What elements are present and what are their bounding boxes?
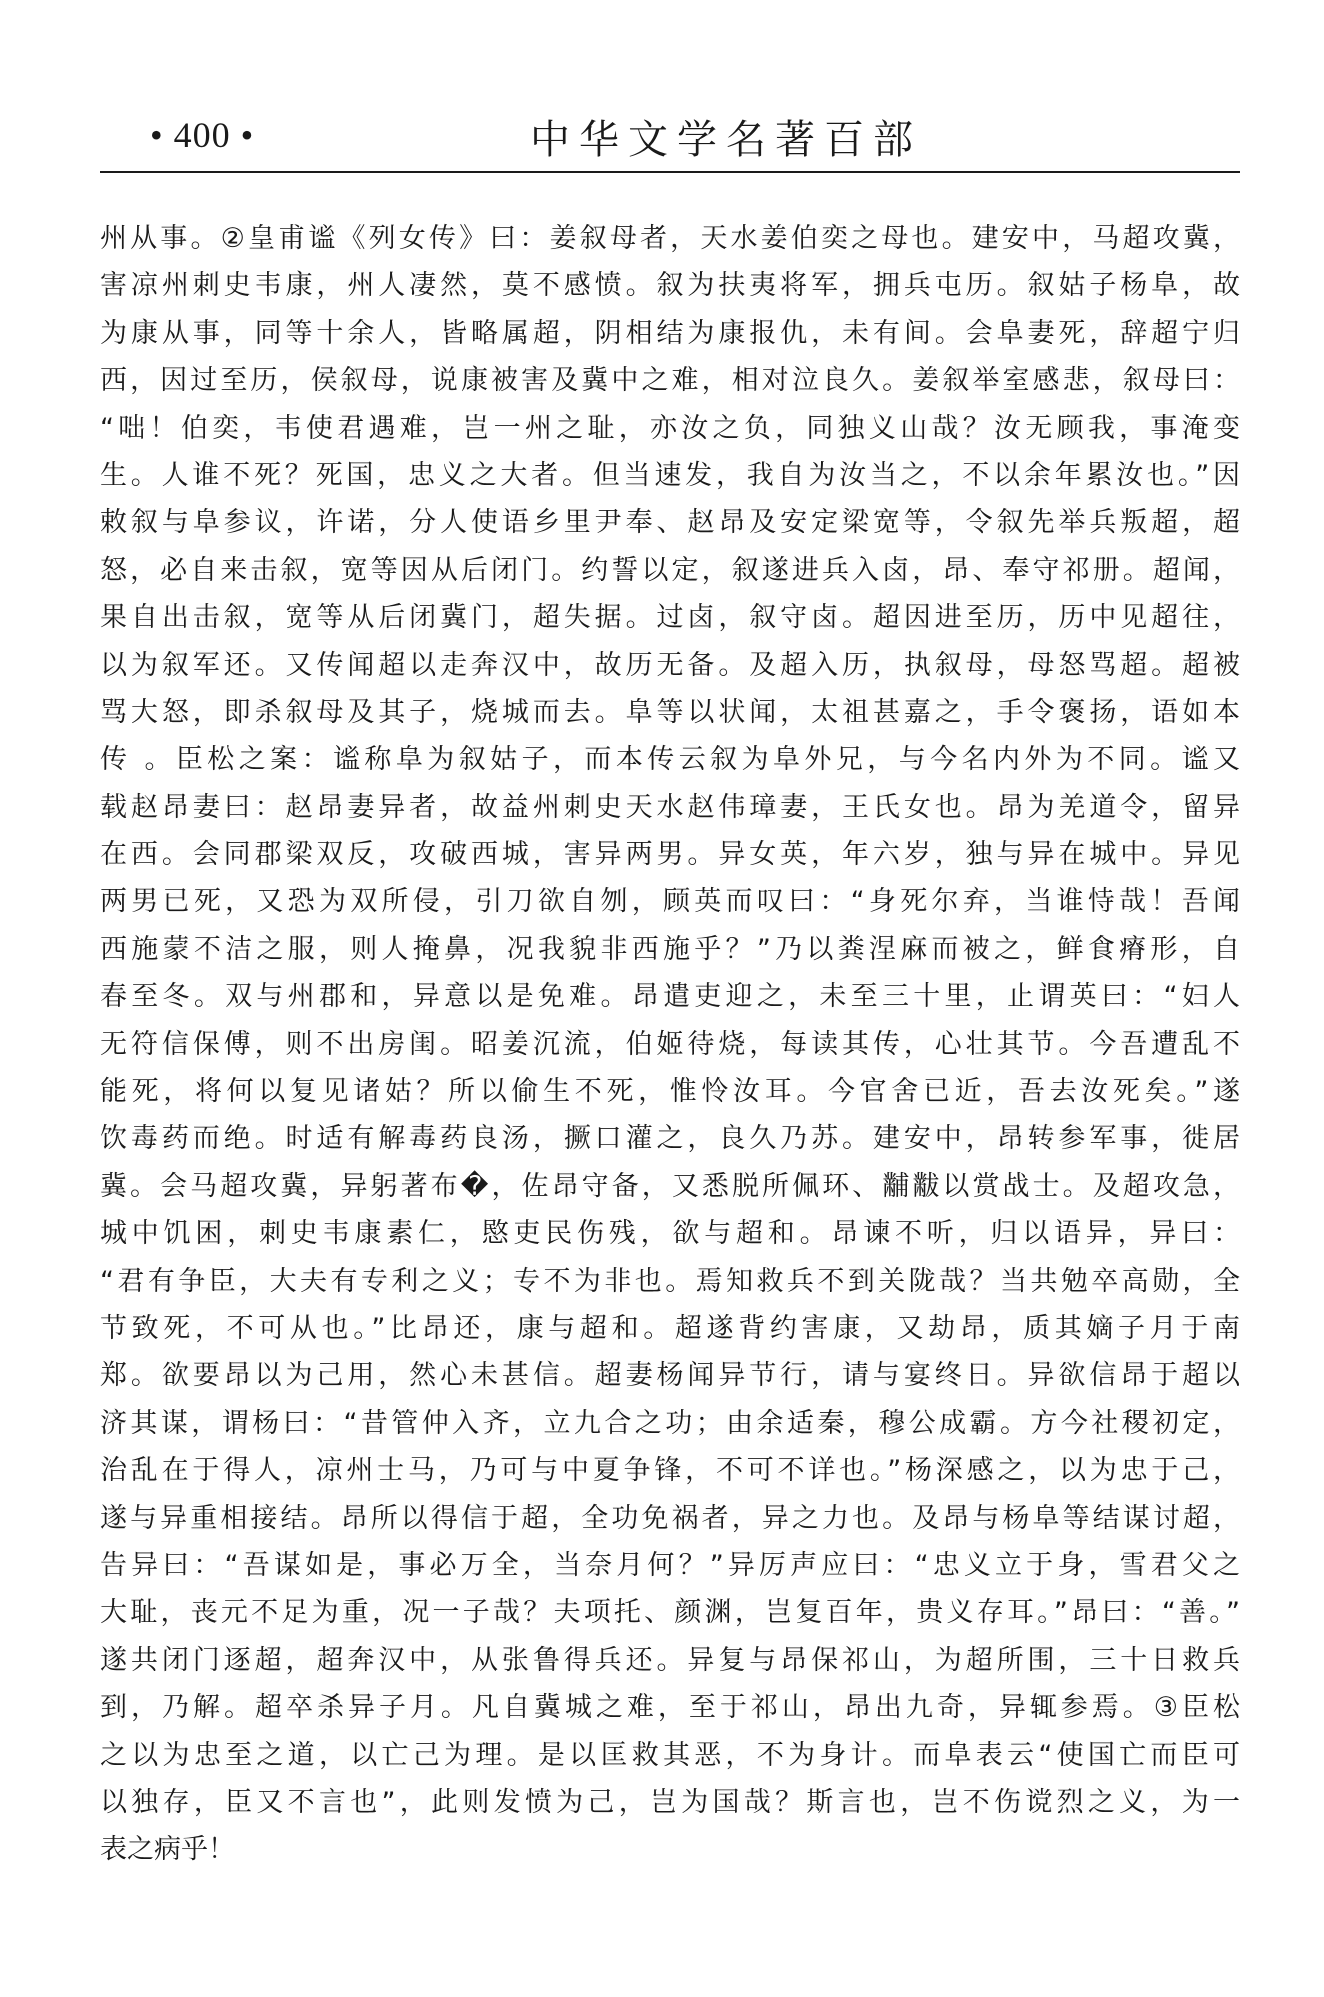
text-line: 西施蒙不洁之服，则人掩鼻，况我貌非西施乎？”乃以粪涅麻而被之，鲜食瘠形，自 [100, 933, 1240, 965]
text-line: 大耻，丧元不足为重，况一子哉？夫项托、颜渊，岂复百年，贵义存耳。”昂曰：“善。” [100, 1597, 1240, 1629]
text-line: 生。人谁不死？死国，忠义之大者。但当速发，我自为汝当之，不以余年累汝也。”因 [100, 459, 1240, 491]
text-line: 郑。欲要昂以为己用，然心未甚信。超妻杨闻异节行，请与宴终日。异欲信昂于超以 [100, 1360, 1240, 1392]
text-line: 节致死，不可从也。”比昂还，康与超和。超遂背约害康，又劫昂，质其嫡子月于南 [100, 1312, 1240, 1344]
text-line: 饮毒药而绝。时适有解毒药良汤，撅口灌之，良久乃苏。建安中，昂转参军事，徙居 [100, 1123, 1240, 1155]
text-line: 敕叙与阜参议，许诺，分人使语乡里尹奉、赵昂及安定梁宽等，令叙先举兵叛超，超 [100, 507, 1240, 539]
text-line: “咄！伯奕，韦使君遇难，岂一州之耻，亦汝之负，同独义山哉？汝无顾我，事淹变 [100, 412, 1240, 444]
page-number: • 400 • [150, 115, 255, 155]
text-line: 在西。会同郡梁双反，攻破西城，害异两男。异女英，年六岁，独与异在城中。异见 [100, 839, 1240, 871]
text-line: 西，因过至历，侯叙母，说康被害及冀中之难，相对泣良久。姜叙举室感悲，叙母曰： [100, 365, 1240, 397]
body-text [100, 215, 1240, 1874]
text-line: 城中饥困，刺史韦康素仁，愍吏民伤残，欲与超和。昂谏不听，归以语异，异曰： [100, 1218, 1240, 1250]
text-line: 为康从事，同等十余人，皆略属超，阴相结为康报仇，未有间。会阜妻死，辞超宁归 [100, 317, 1240, 349]
text-line: 害凉州刺史韦康，州人凄然，莫不感愤。叙为扶夷将军，拥兵屯历。叙姑子杨阜，故 [100, 270, 1240, 302]
text-line: 以独存，臣又不言也”，此则发愤为己，岂为国哉？斯言也，岂不伤谠烈之义，为一 [100, 1786, 1240, 1818]
text-line: 春至冬。双与州郡和，异意以是免难。昂遣吏迎之，未至三十里，止谓英曰：“妇人 [100, 981, 1240, 1013]
text-line: 载赵昂妻曰：赵昂妻异者，故益州刺史天水赵伟璋妻，王氏女也。昂为羌道令，留异 [100, 791, 1240, 823]
text-line: 无符信保傅，则不出房闺。昭姜沉流，伯姬待烧，每读其传，心壮其节。今吾遭乱不 [100, 1028, 1240, 1060]
text-line: 两男已死，又恐为双所侵，引刀欲自刎，顾英而叹曰：“身死尔弃，当谁恃哉！吾闻 [100, 886, 1240, 918]
book-title: 中华文学名著百部 [530, 117, 922, 163]
page-header [100, 100, 1240, 175]
text-line: 治乱在于得人，凉州士马，乃可与中夏争锋，不可不详也。”杨深感之，以为忠于己， [100, 1455, 1240, 1487]
text-line: 济其谋，谓杨曰：“昔管仲入齐，立九合之功；由余适秦，穆公成霸。方今社稷初定， [100, 1407, 1240, 1439]
text-line: 传 。臣松之案：谧称阜为叙姑子，而本传云叙为阜外兄，与今名内外为不同。谧又 [100, 744, 1240, 776]
header-rule [100, 171, 1240, 173]
text-line: 骂大怒，即杀叙母及其子，烧城而去。阜等以状闻，太祖甚嘉之，手令褒扬，语如本 [100, 696, 1240, 728]
text-line: 告异曰：“吾谋如是，事必万全，当奈月何？”异厉声应曰：“忠义立于身，雪君父之 [100, 1549, 1240, 1581]
text-line: 之以为忠至之道，以亡己为理。是以匡救其恶，不为身计。而阜表云“使国亡而臣可 [100, 1739, 1240, 1771]
text-line: 果自出击叙，宽等从后闭冀门，超失据。过卤，叙守卤。超因进至历，历中见超往， [100, 602, 1240, 634]
text-line: 怒，必自来击叙，宽等因从后闭门。约誓以定，叙遂进兵入卤，昂、奉守祁册。超闻， [100, 554, 1240, 586]
text-line: 到，乃解。超卒杀异子月。凡自冀城之难，至于祁山，昂出九奇，异辄参焉。③臣松 [100, 1692, 1240, 1724]
text-line: 能死，将何以复见诸姑？所以偷生不死，惟怜汝耳。今官舍已近，吾去汝死矣。”遂 [100, 1076, 1240, 1108]
text-line: 遂共闭门逐超，超奔汉中，从张鲁得兵还。异复与昂保祁山，为超所围，三十日救兵 [100, 1644, 1240, 1676]
text-line: 表之病乎！ [100, 1834, 235, 1866]
text-line: 冀。会马超攻冀，异躬著布�，佐昂守备，又悉脱所佩环、黼黻以赏战士。及超攻急， [100, 1170, 1240, 1202]
text-line: 遂与异重相接结。昂所以得信于超，全功免祸者，异之力也。及昂与杨阜等结谋讨超， [100, 1502, 1240, 1534]
text-line: 州从事。②皇甫谧《列女传》曰：姜叙母者，天水姜伯奕之母也。建安中，马超攻冀， [100, 223, 1240, 254]
text-line: 以为叙军还。又传闻超以走奔汉中，故历无备。及超入历，执叙母，母怒骂超。超被 [100, 649, 1240, 681]
text-line: “君有争臣，大夫有专利之义；专不为非也。焉知救兵不到关陇哉？当共勉卒高勋，全 [100, 1265, 1240, 1297]
